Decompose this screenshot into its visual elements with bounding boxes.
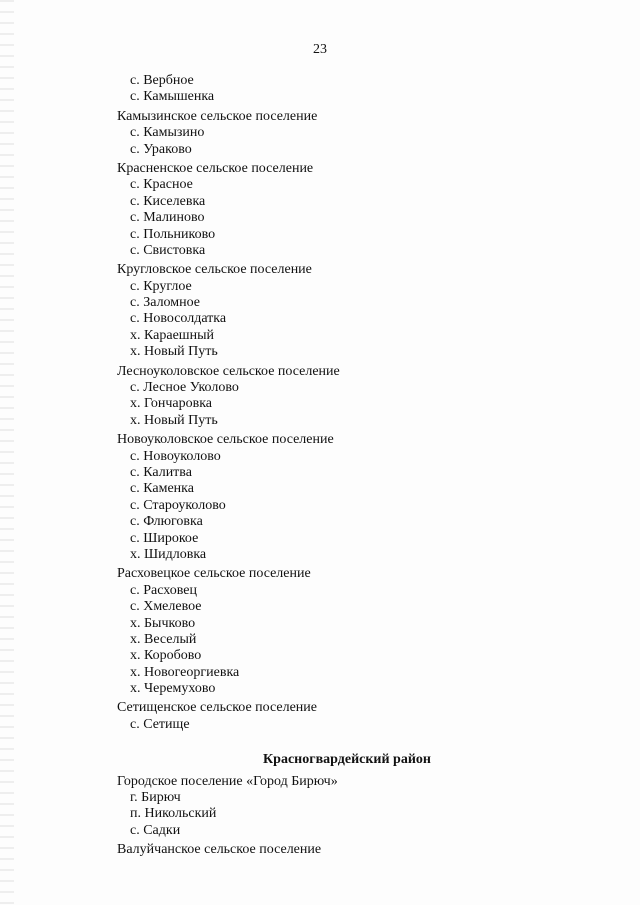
- page-number: 23: [313, 42, 327, 57]
- locality-item: с. Свистовка: [130, 242, 206, 258]
- locality-item: х. Караешный: [130, 327, 214, 343]
- locality-item: х. Новый Путь: [130, 412, 218, 428]
- locality-item: с. Хмелевое: [130, 599, 202, 615]
- locality-item: с. Флюговка: [130, 514, 203, 530]
- locality-item: х. Новогеоргиевка: [130, 664, 240, 680]
- settlement-heading: Расховецкое сельское поселение: [117, 566, 311, 582]
- locality-item: с. Камышенка: [130, 89, 215, 105]
- locality-item: с. Новосолдатка: [130, 311, 227, 327]
- locality-item: с. Сетище: [130, 716, 190, 732]
- locality-item: с. Камызино: [130, 125, 205, 141]
- settlement-heading: Валуйчанское сельское поселение: [117, 842, 322, 858]
- settlement-heading: Камызинское сельское поселение: [117, 108, 318, 124]
- locality-item: с. Польниково: [130, 226, 216, 242]
- locality-item: с. Малиново: [130, 210, 205, 226]
- locality-item: с. Староуколово: [130, 497, 226, 513]
- settlement-heading: Городское поселение «Город Бирюч»: [117, 773, 338, 789]
- locality-item: х. Новый Путь: [130, 344, 218, 360]
- locality-item: с. Заломное: [130, 295, 201, 311]
- locality-item: х. Веселый: [130, 631, 197, 647]
- locality-item: х. Гончаровка: [130, 396, 213, 412]
- settlement-list: [0, 73, 640, 859]
- locality-item: с. Садки: [130, 822, 181, 838]
- locality-item: с. Ураково: [130, 141, 192, 157]
- locality-item: с. Широкое: [130, 530, 199, 546]
- locality-item: г. Бирюч: [130, 790, 181, 806]
- locality-item: х. Бычково: [130, 615, 196, 631]
- locality-item: с. Калитва: [130, 464, 192, 480]
- locality-item: с. Вербное: [130, 73, 194, 88]
- district-heading: Красногвардейский район: [263, 752, 431, 768]
- locality-item: с. Красное: [130, 177, 193, 193]
- locality-item: х. Черемухово: [130, 681, 216, 697]
- settlement-heading: Лесноуколовское сельское поселение: [117, 363, 340, 379]
- locality-item: с. Расховец: [130, 582, 197, 598]
- settlement-heading: Новоуколовское сельское поселение: [117, 432, 334, 448]
- locality-item: с. Круглое: [130, 278, 192, 294]
- settlement-heading: Сетищенское сельское поселение: [117, 700, 318, 716]
- locality-item: п. Никольский: [130, 806, 217, 822]
- locality-item: х. Коробово: [130, 648, 202, 664]
- settlement-heading: Красненское сельское поселение: [117, 160, 314, 176]
- locality-item: с. Новоуколово: [130, 448, 221, 464]
- locality-item: с. Каменка: [130, 481, 194, 497]
- settlement-heading: Кругловское сельское поселение: [117, 262, 312, 278]
- locality-item: х. Шидловка: [130, 546, 207, 562]
- locality-item: с. Лесное Уколово: [130, 380, 239, 396]
- locality-item: с. Киселевка: [130, 193, 206, 209]
